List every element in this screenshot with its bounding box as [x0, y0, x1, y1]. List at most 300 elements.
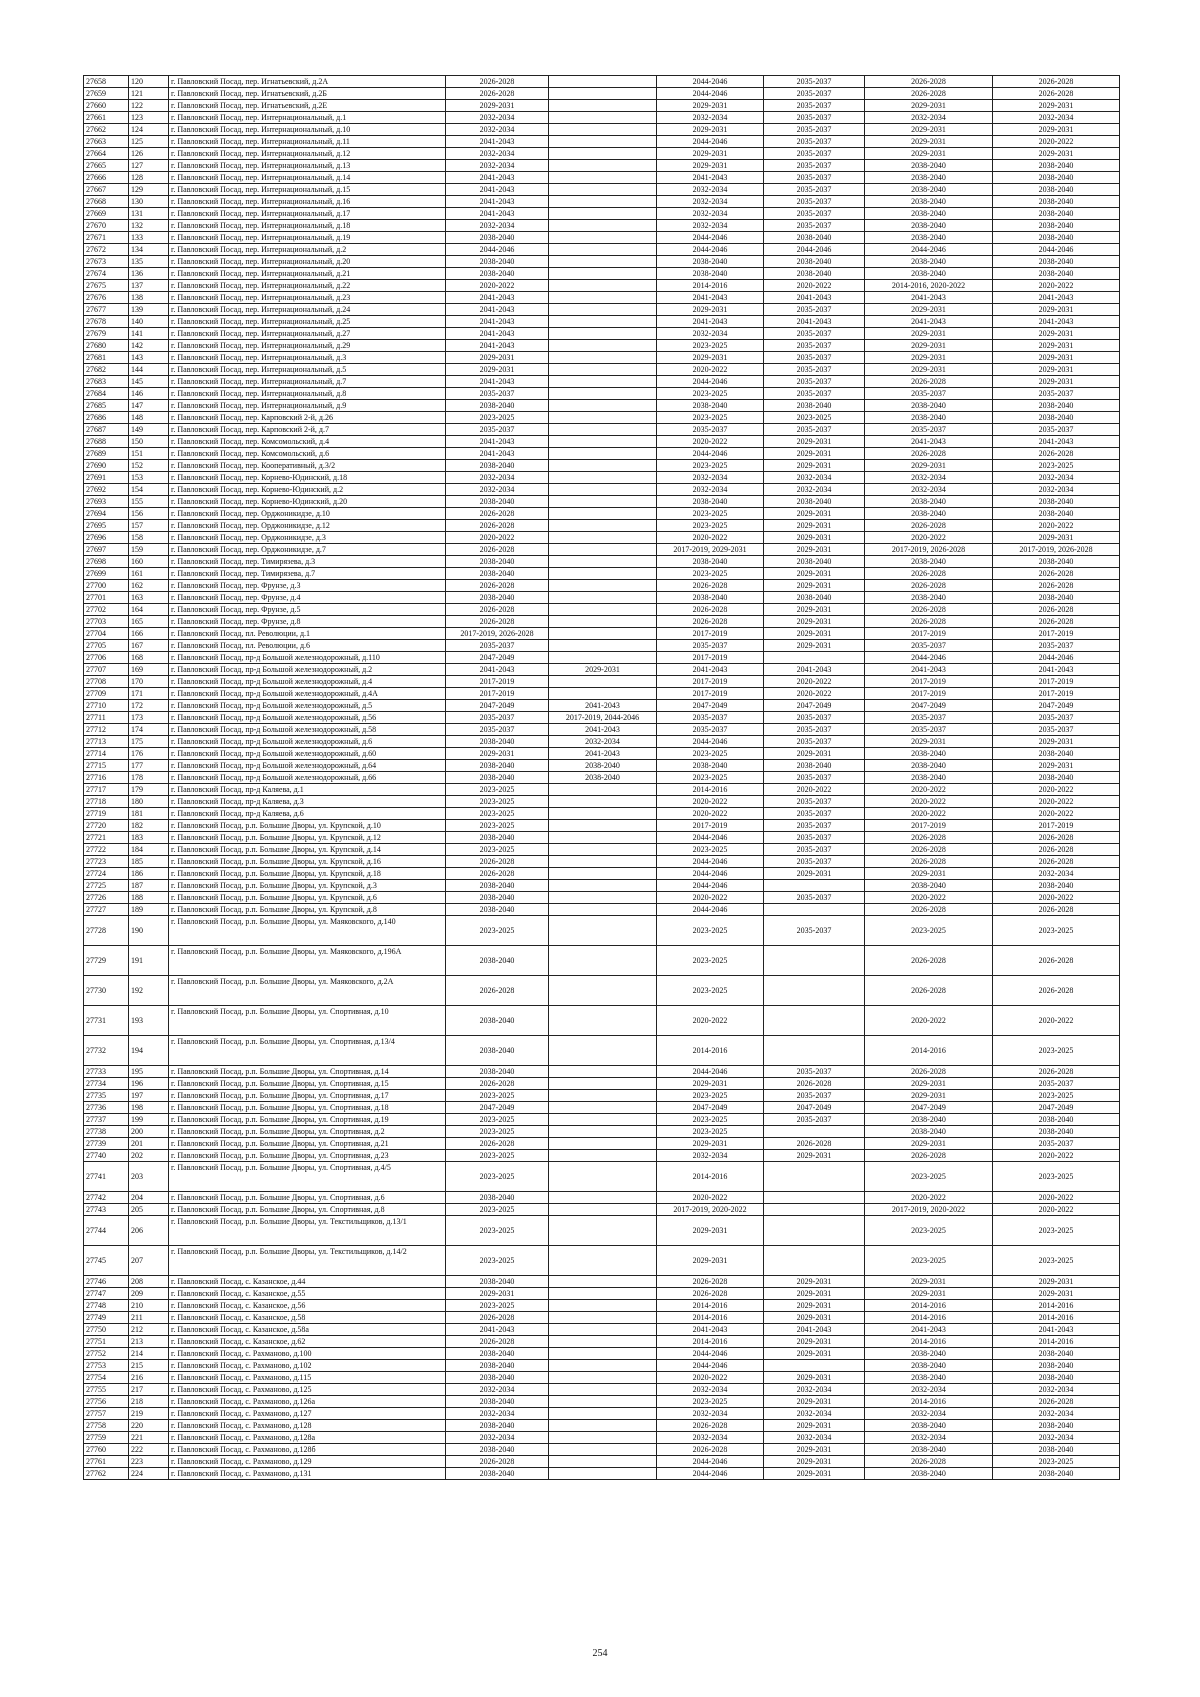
address-cell: г. Павловский Посад, пер. Интернациональный, д.11: [169, 136, 446, 148]
period-cell-4: 2029-2031: [764, 1444, 865, 1456]
table-row: [84, 1192, 1120, 1204]
period-cell-4: 2035-2037: [764, 772, 865, 784]
record-number-cell: 27731: [84, 1006, 129, 1036]
table-row: [84, 904, 1120, 916]
period-cell-4: 2029-2031: [764, 1456, 865, 1468]
record-number-cell: 27667: [84, 184, 129, 196]
period-cell-6: 2038-2040: [993, 748, 1120, 760]
address-cell: г. Павловский Посад, пр-д Каляева, д.6: [169, 808, 446, 820]
address-cell: г. Павловский Посад, пер. Интернациональный, д.15: [169, 184, 446, 196]
period-cell-2: [549, 160, 657, 172]
period-cell-1: 2041-2043: [446, 436, 549, 448]
table-row: [84, 748, 1120, 760]
period-cell-6: 2020-2022: [993, 892, 1120, 904]
period-cell-4: 2035-2037: [764, 184, 865, 196]
period-cell-1: 2026-2028: [446, 520, 549, 532]
period-cell-4: 2020-2022: [764, 784, 865, 796]
period-cell-4: 2029-2031: [764, 628, 865, 640]
record-number-cell: 27738: [84, 1126, 129, 1138]
period-cell-5: 2041-2043: [865, 1324, 993, 1336]
address-cell: г. Павловский Посад, пер. Интернациональный, д.17: [169, 208, 446, 220]
item-number-cell: 127: [129, 160, 169, 172]
period-cell-1: 2038-2040: [446, 832, 549, 844]
table-row: [84, 532, 1120, 544]
period-cell-1: 2023-2025: [446, 1162, 549, 1192]
period-cell-1: 2029-2031: [446, 352, 549, 364]
period-cell-1: 2029-2031: [446, 364, 549, 376]
period-cell-4: 2047-2049: [764, 700, 865, 712]
period-cell-6: 2038-2040: [993, 496, 1120, 508]
table-row: [84, 1216, 1120, 1246]
table-row: [84, 508, 1120, 520]
period-cell-5: 2017-2019: [865, 820, 993, 832]
item-number-cell: 145: [129, 376, 169, 388]
period-cell-1: 2038-2040: [446, 1036, 549, 1066]
table-row: [84, 340, 1120, 352]
period-cell-5: 2038-2040: [865, 172, 993, 184]
period-cell-5: 2038-2040: [865, 1114, 993, 1126]
address-cell: г. Павловский Посад, пр-д Большой железнодорожный, д.4: [169, 676, 446, 688]
address-cell: г. Павловский Посад, пер. Интернациональный, д.5: [169, 364, 446, 376]
item-number-cell: 189: [129, 904, 169, 916]
record-number-cell: 27727: [84, 904, 129, 916]
period-cell-5: 2029-2031: [865, 328, 993, 340]
period-cell-4: 2020-2022: [764, 676, 865, 688]
period-cell-2: [549, 568, 657, 580]
period-cell-3: 2026-2028: [657, 1276, 764, 1288]
record-number-cell: 27661: [84, 112, 129, 124]
record-number-cell: 27721: [84, 832, 129, 844]
record-number-cell: 27740: [84, 1150, 129, 1162]
item-number-cell: 178: [129, 772, 169, 784]
period-cell-5: 2026-2028: [865, 580, 993, 592]
period-cell-6: 2023-2025: [993, 1162, 1120, 1192]
table-row: [84, 1288, 1120, 1300]
record-number-cell: 27688: [84, 436, 129, 448]
address-cell: г. Павловский Посад, пл. Революции, д.1: [169, 628, 446, 640]
period-cell-3: 2023-2025: [657, 568, 764, 580]
item-number-cell: 177: [129, 760, 169, 772]
period-cell-6: 2038-2040: [993, 772, 1120, 784]
period-cell-4: 2029-2031: [764, 1348, 865, 1360]
period-cell-1: 2035-2037: [446, 724, 549, 736]
period-cell-5: 2029-2031: [865, 1090, 993, 1102]
period-cell-1: 2026-2028: [446, 856, 549, 868]
item-number-cell: 188: [129, 892, 169, 904]
table-row: [84, 946, 1120, 976]
period-cell-1: 2038-2040: [446, 904, 549, 916]
item-number-cell: 134: [129, 244, 169, 256]
period-cell-5: 2038-2040: [865, 1360, 993, 1372]
period-cell-3: 2032-2034: [657, 112, 764, 124]
period-cell-3: 2038-2040: [657, 268, 764, 280]
period-cell-1: 2023-2025: [446, 1126, 549, 1138]
record-number-cell: 27720: [84, 820, 129, 832]
period-cell-3: 2017-2019: [657, 628, 764, 640]
table-row: [84, 292, 1120, 304]
item-number-cell: 219: [129, 1408, 169, 1420]
period-cell-2: [549, 856, 657, 868]
table-row: [84, 772, 1120, 784]
item-number-cell: 132: [129, 220, 169, 232]
period-cell-1: 2020-2022: [446, 532, 549, 544]
item-number-cell: 120: [129, 76, 169, 88]
period-cell-1: 2047-2049: [446, 700, 549, 712]
period-cell-5: 2038-2040: [865, 1126, 993, 1138]
table-row: [84, 556, 1120, 568]
period-cell-5: 2014-2016: [865, 1036, 993, 1066]
period-cell-4: [764, 1126, 865, 1138]
period-cell-5: 2038-2040: [865, 1468, 993, 1480]
record-number-cell: 27690: [84, 460, 129, 472]
table-row: [84, 268, 1120, 280]
record-number-cell: 27744: [84, 1216, 129, 1246]
period-cell-1: 2035-2037: [446, 388, 549, 400]
period-cell-4: 2047-2049: [764, 1102, 865, 1114]
period-cell-2: [549, 556, 657, 568]
record-number-cell: 27682: [84, 364, 129, 376]
item-number-cell: 169: [129, 664, 169, 676]
record-number-cell: 27737: [84, 1114, 129, 1126]
item-number-cell: 157: [129, 520, 169, 532]
period-cell-5: 2014-2016: [865, 1300, 993, 1312]
table-row: [84, 676, 1120, 688]
table-row: [84, 1408, 1120, 1420]
period-cell-6: 2041-2043: [993, 1324, 1120, 1336]
period-cell-6: 2029-2031: [993, 364, 1120, 376]
table-row: [84, 592, 1120, 604]
period-cell-4: [764, 1246, 865, 1276]
period-cell-6: 2038-2040: [993, 1348, 1120, 1360]
item-number-cell: 190: [129, 916, 169, 946]
period-cell-4: 2029-2031: [764, 1468, 865, 1480]
table-row: [84, 1360, 1120, 1372]
period-cell-1: 2023-2025: [446, 844, 549, 856]
period-cell-2: [549, 1456, 657, 1468]
address-cell: г. Павловский Посад, с. Рахманово, д.115: [169, 1372, 446, 1384]
period-cell-1: 2032-2034: [446, 160, 549, 172]
address-cell: г. Павловский Посад, пр-д Большой железнодорожный, д.60: [169, 748, 446, 760]
period-cell-2: [549, 1348, 657, 1360]
address-cell: г. Павловский Посад, с. Рахманово, д.131: [169, 1468, 446, 1480]
table-row: [84, 88, 1120, 100]
address-cell: г. Павловский Посад, пер. Кооперативный, д.3/2: [169, 460, 446, 472]
period-cell-1: 2026-2028: [446, 976, 549, 1006]
period-cell-1: 2044-2046: [446, 244, 549, 256]
period-cell-1: 2038-2040: [446, 1360, 549, 1372]
period-cell-6: 2020-2022: [993, 136, 1120, 148]
period-cell-5: 2047-2049: [865, 700, 993, 712]
record-number-cell: 27725: [84, 880, 129, 892]
period-cell-3: 2020-2022: [657, 1192, 764, 1204]
period-cell-3: 2020-2022: [657, 532, 764, 544]
period-cell-5: 2020-2022: [865, 1006, 993, 1036]
address-cell: г. Павловский Посад, пер. Фрунзе, д.5: [169, 604, 446, 616]
address-cell: г. Павловский Посад, р.п. Большие Дворы, ул. Спортивная, д.2: [169, 1126, 446, 1138]
address-cell: г. Павловский Посад, пр-д Большой железнодорожный, д.56: [169, 712, 446, 724]
address-cell: г. Павловский Посад, пер. Интернациональный, д.1: [169, 112, 446, 124]
registry-table-body: [84, 76, 1120, 1480]
record-number-cell: 27752: [84, 1348, 129, 1360]
period-cell-4: 2038-2040: [764, 268, 865, 280]
period-cell-1: 2032-2034: [446, 112, 549, 124]
record-number-cell: 27746: [84, 1276, 129, 1288]
period-cell-6: 2035-2037: [993, 388, 1120, 400]
period-cell-4: 2038-2040: [764, 232, 865, 244]
table-row: [84, 304, 1120, 316]
record-number-cell: 27668: [84, 196, 129, 208]
period-cell-2: [549, 232, 657, 244]
period-cell-5: 2020-2022: [865, 784, 993, 796]
record-number-cell: 27669: [84, 208, 129, 220]
period-cell-2: 2029-2031: [549, 664, 657, 676]
period-cell-3: 2029-2031: [657, 304, 764, 316]
record-number-cell: 27717: [84, 784, 129, 796]
address-cell: г. Павловский Посад, пер. Орджоникидзе, д.7: [169, 544, 446, 556]
period-cell-6: 2029-2031: [993, 532, 1120, 544]
item-number-cell: 209: [129, 1288, 169, 1300]
period-cell-4: 2029-2031: [764, 532, 865, 544]
item-number-cell: 162: [129, 580, 169, 592]
period-cell-4: 2035-2037: [764, 340, 865, 352]
period-cell-6: 2044-2046: [993, 652, 1120, 664]
period-cell-3: 2038-2040: [657, 556, 764, 568]
record-number-cell: 27701: [84, 592, 129, 604]
period-cell-5: 2026-2028: [865, 1150, 993, 1162]
period-cell-1: 2038-2040: [446, 1276, 549, 1288]
address-cell: г. Павловский Посад, пер. Интернациональный, д.7: [169, 376, 446, 388]
period-cell-6: 2038-2040: [993, 268, 1120, 280]
registry-table-sheet: [83, 75, 1119, 1480]
table-row: [84, 760, 1120, 772]
period-cell-4: 2035-2037: [764, 76, 865, 88]
record-number-cell: 27664: [84, 148, 129, 160]
period-cell-2: [549, 844, 657, 856]
period-cell-2: [549, 412, 657, 424]
period-cell-6: 2038-2040: [993, 556, 1120, 568]
table-row: [84, 688, 1120, 700]
period-cell-1: 2038-2040: [446, 1444, 549, 1456]
period-cell-6: 2029-2031: [993, 100, 1120, 112]
period-cell-1: 2029-2031: [446, 1288, 549, 1300]
period-cell-4: 2029-2031: [764, 580, 865, 592]
table-row: [84, 208, 1120, 220]
period-cell-2: [549, 364, 657, 376]
period-cell-5: 2035-2037: [865, 712, 993, 724]
record-number-cell: 27736: [84, 1102, 129, 1114]
period-cell-6: 2026-2028: [993, 832, 1120, 844]
period-cell-2: [549, 316, 657, 328]
period-cell-2: [549, 184, 657, 196]
address-cell: г. Павловский Посад, пер. Корнево-Юдинский, д.2: [169, 484, 446, 496]
item-number-cell: 198: [129, 1102, 169, 1114]
period-cell-4: 2029-2031: [764, 748, 865, 760]
period-cell-6: 2029-2031: [993, 1288, 1120, 1300]
period-cell-4: 2035-2037: [764, 136, 865, 148]
item-number-cell: 176: [129, 748, 169, 760]
page-number: 254: [592, 1648, 608, 1659]
period-cell-1: 2026-2028: [446, 1312, 549, 1324]
item-number-cell: 223: [129, 1456, 169, 1468]
period-cell-4: 2035-2037: [764, 388, 865, 400]
period-cell-3: 2044-2046: [657, 76, 764, 88]
period-cell-6: 2038-2040: [993, 172, 1120, 184]
item-number-cell: 167: [129, 640, 169, 652]
table-row: [84, 328, 1120, 340]
period-cell-3: 2023-2025: [657, 1126, 764, 1138]
period-cell-1: 2029-2031: [446, 100, 549, 112]
period-cell-5: 2029-2031: [865, 868, 993, 880]
period-cell-5: 2035-2037: [865, 424, 993, 436]
period-cell-6: 2020-2022: [993, 1150, 1120, 1162]
table-row: [84, 112, 1120, 124]
period-cell-3: 2020-2022: [657, 1006, 764, 1036]
table-row: [84, 148, 1120, 160]
period-cell-3: 2023-2025: [657, 1396, 764, 1408]
address-cell: г. Павловский Посад, р.п. Большие Дворы, ул. Крупской, д.18: [169, 868, 446, 880]
table-row: [84, 1276, 1120, 1288]
address-cell: г. Павловский Посад, р.п. Большие Дворы, ул. Спортивная, д.8: [169, 1204, 446, 1216]
period-cell-3: 2035-2037: [657, 712, 764, 724]
address-cell: г. Павловский Посад, пер. Интернациональный, д.13: [169, 160, 446, 172]
period-cell-2: [549, 1114, 657, 1126]
record-number-cell: 27716: [84, 772, 129, 784]
address-cell: г. Павловский Посад, р.п. Большие Дворы, ул. Спортивная, д.18: [169, 1102, 446, 1114]
period-cell-2: [549, 1336, 657, 1348]
record-number-cell: 27726: [84, 892, 129, 904]
period-cell-6: 2020-2022: [993, 784, 1120, 796]
item-number-cell: 151: [129, 448, 169, 460]
period-cell-4: 2029-2031: [764, 508, 865, 520]
period-cell-4: [764, 1162, 865, 1192]
period-cell-5: 2020-2022: [865, 1192, 993, 1204]
item-number-cell: 193: [129, 1006, 169, 1036]
period-cell-2: [549, 616, 657, 628]
period-cell-3: 2014-2016: [657, 1336, 764, 1348]
record-number-cell: 27666: [84, 172, 129, 184]
record-number-cell: 27729: [84, 946, 129, 976]
period-cell-3: 2041-2043: [657, 664, 764, 676]
period-cell-4: 2029-2031: [764, 1372, 865, 1384]
period-cell-1: 2041-2043: [446, 340, 549, 352]
period-cell-2: [549, 400, 657, 412]
period-cell-1: 2023-2025: [446, 1204, 549, 1216]
period-cell-5: 2026-2028: [865, 568, 993, 580]
item-number-cell: 150: [129, 436, 169, 448]
period-cell-3: 2023-2025: [657, 508, 764, 520]
item-number-cell: 170: [129, 676, 169, 688]
table-row: [84, 172, 1120, 184]
record-number-cell: 27712: [84, 724, 129, 736]
period-cell-6: 2026-2028: [993, 448, 1120, 460]
period-cell-5: 2026-2028: [865, 1066, 993, 1078]
period-cell-1: 2041-2043: [446, 208, 549, 220]
period-cell-4: [764, 1036, 865, 1066]
address-cell: г. Павловский Посад, с. Казанское, д.44: [169, 1276, 446, 1288]
period-cell-3: 2023-2025: [657, 520, 764, 532]
period-cell-1: 2023-2025: [446, 1246, 549, 1276]
record-number-cell: 27700: [84, 580, 129, 592]
period-cell-1: 2023-2025: [446, 1090, 549, 1102]
period-cell-3: 2014-2016: [657, 1036, 764, 1066]
period-cell-1: 2026-2028: [446, 88, 549, 100]
address-cell: г. Павловский Посад, р.п. Большие Дворы, ул. Спортивная, д.4/5: [169, 1162, 446, 1192]
period-cell-4: 2029-2031: [764, 1288, 865, 1300]
item-number-cell: 129: [129, 184, 169, 196]
period-cell-2: [549, 136, 657, 148]
period-cell-6: 2023-2025: [993, 916, 1120, 946]
address-cell: г. Павловский Посад, пер. Интернациональный, д.29: [169, 340, 446, 352]
period-cell-1: 2038-2040: [446, 892, 549, 904]
period-cell-3: 2023-2025: [657, 340, 764, 352]
period-cell-6: 2041-2043: [993, 664, 1120, 676]
period-cell-5: 2038-2040: [865, 208, 993, 220]
item-number-cell: 165: [129, 616, 169, 628]
period-cell-5: 2038-2040: [865, 412, 993, 424]
period-cell-4: 2026-2028: [764, 1078, 865, 1090]
period-cell-1: 2047-2049: [446, 1102, 549, 1114]
period-cell-6: 2029-2031: [993, 1276, 1120, 1288]
record-number-cell: 27750: [84, 1324, 129, 1336]
period-cell-5: 2017-2019: [865, 676, 993, 688]
period-cell-6: 2014-2016: [993, 1312, 1120, 1324]
item-number-cell: 172: [129, 700, 169, 712]
period-cell-5: 2038-2040: [865, 1372, 993, 1384]
address-cell: г. Павловский Посад, с. Рахманово, д.126а: [169, 1396, 446, 1408]
address-cell: г. Павловский Посад, с. Казанское, д.62: [169, 1336, 446, 1348]
table-row: [84, 124, 1120, 136]
table-row: [84, 316, 1120, 328]
record-number-cell: 27719: [84, 808, 129, 820]
record-number-cell: 27732: [84, 1036, 129, 1066]
period-cell-6: 2023-2025: [993, 1246, 1120, 1276]
item-number-cell: 136: [129, 268, 169, 280]
period-cell-1: 2041-2043: [446, 304, 549, 316]
period-cell-2: [549, 268, 657, 280]
period-cell-4: 2038-2040: [764, 400, 865, 412]
address-cell: г. Павловский Посад, пер. Фрунзе, д.3: [169, 580, 446, 592]
period-cell-4: [764, 1192, 865, 1204]
period-cell-2: [549, 172, 657, 184]
period-cell-2: [549, 1078, 657, 1090]
item-number-cell: 199: [129, 1114, 169, 1126]
address-cell: г. Павловский Посад, с. Рахманово, д.127: [169, 1408, 446, 1420]
item-number-cell: 197: [129, 1090, 169, 1102]
period-cell-5: 2017-2019: [865, 688, 993, 700]
item-number-cell: 192: [129, 976, 169, 1006]
address-cell: г. Павловский Посад, р.п. Большие Дворы, ул. Спортивная, д.17: [169, 1090, 446, 1102]
period-cell-3: 2044-2046: [657, 1066, 764, 1078]
period-cell-5: 2026-2028: [865, 976, 993, 1006]
record-number-cell: 27759: [84, 1432, 129, 1444]
record-number-cell: 27663: [84, 136, 129, 148]
period-cell-6: 2035-2037: [993, 1078, 1120, 1090]
table-row: [84, 256, 1120, 268]
period-cell-3: 2014-2016: [657, 784, 764, 796]
period-cell-6: 2032-2034: [993, 868, 1120, 880]
period-cell-3: 2023-2025: [657, 412, 764, 424]
period-cell-1: 2038-2040: [446, 1066, 549, 1078]
table-row: [84, 856, 1120, 868]
period-cell-2: [549, 544, 657, 556]
period-cell-5: 2035-2037: [865, 640, 993, 652]
period-cell-3: 2044-2046: [657, 136, 764, 148]
item-number-cell: 212: [129, 1324, 169, 1336]
record-number-cell: 27673: [84, 256, 129, 268]
period-cell-3: 2032-2034: [657, 328, 764, 340]
item-number-cell: 156: [129, 508, 169, 520]
period-cell-4: 2029-2031: [764, 448, 865, 460]
